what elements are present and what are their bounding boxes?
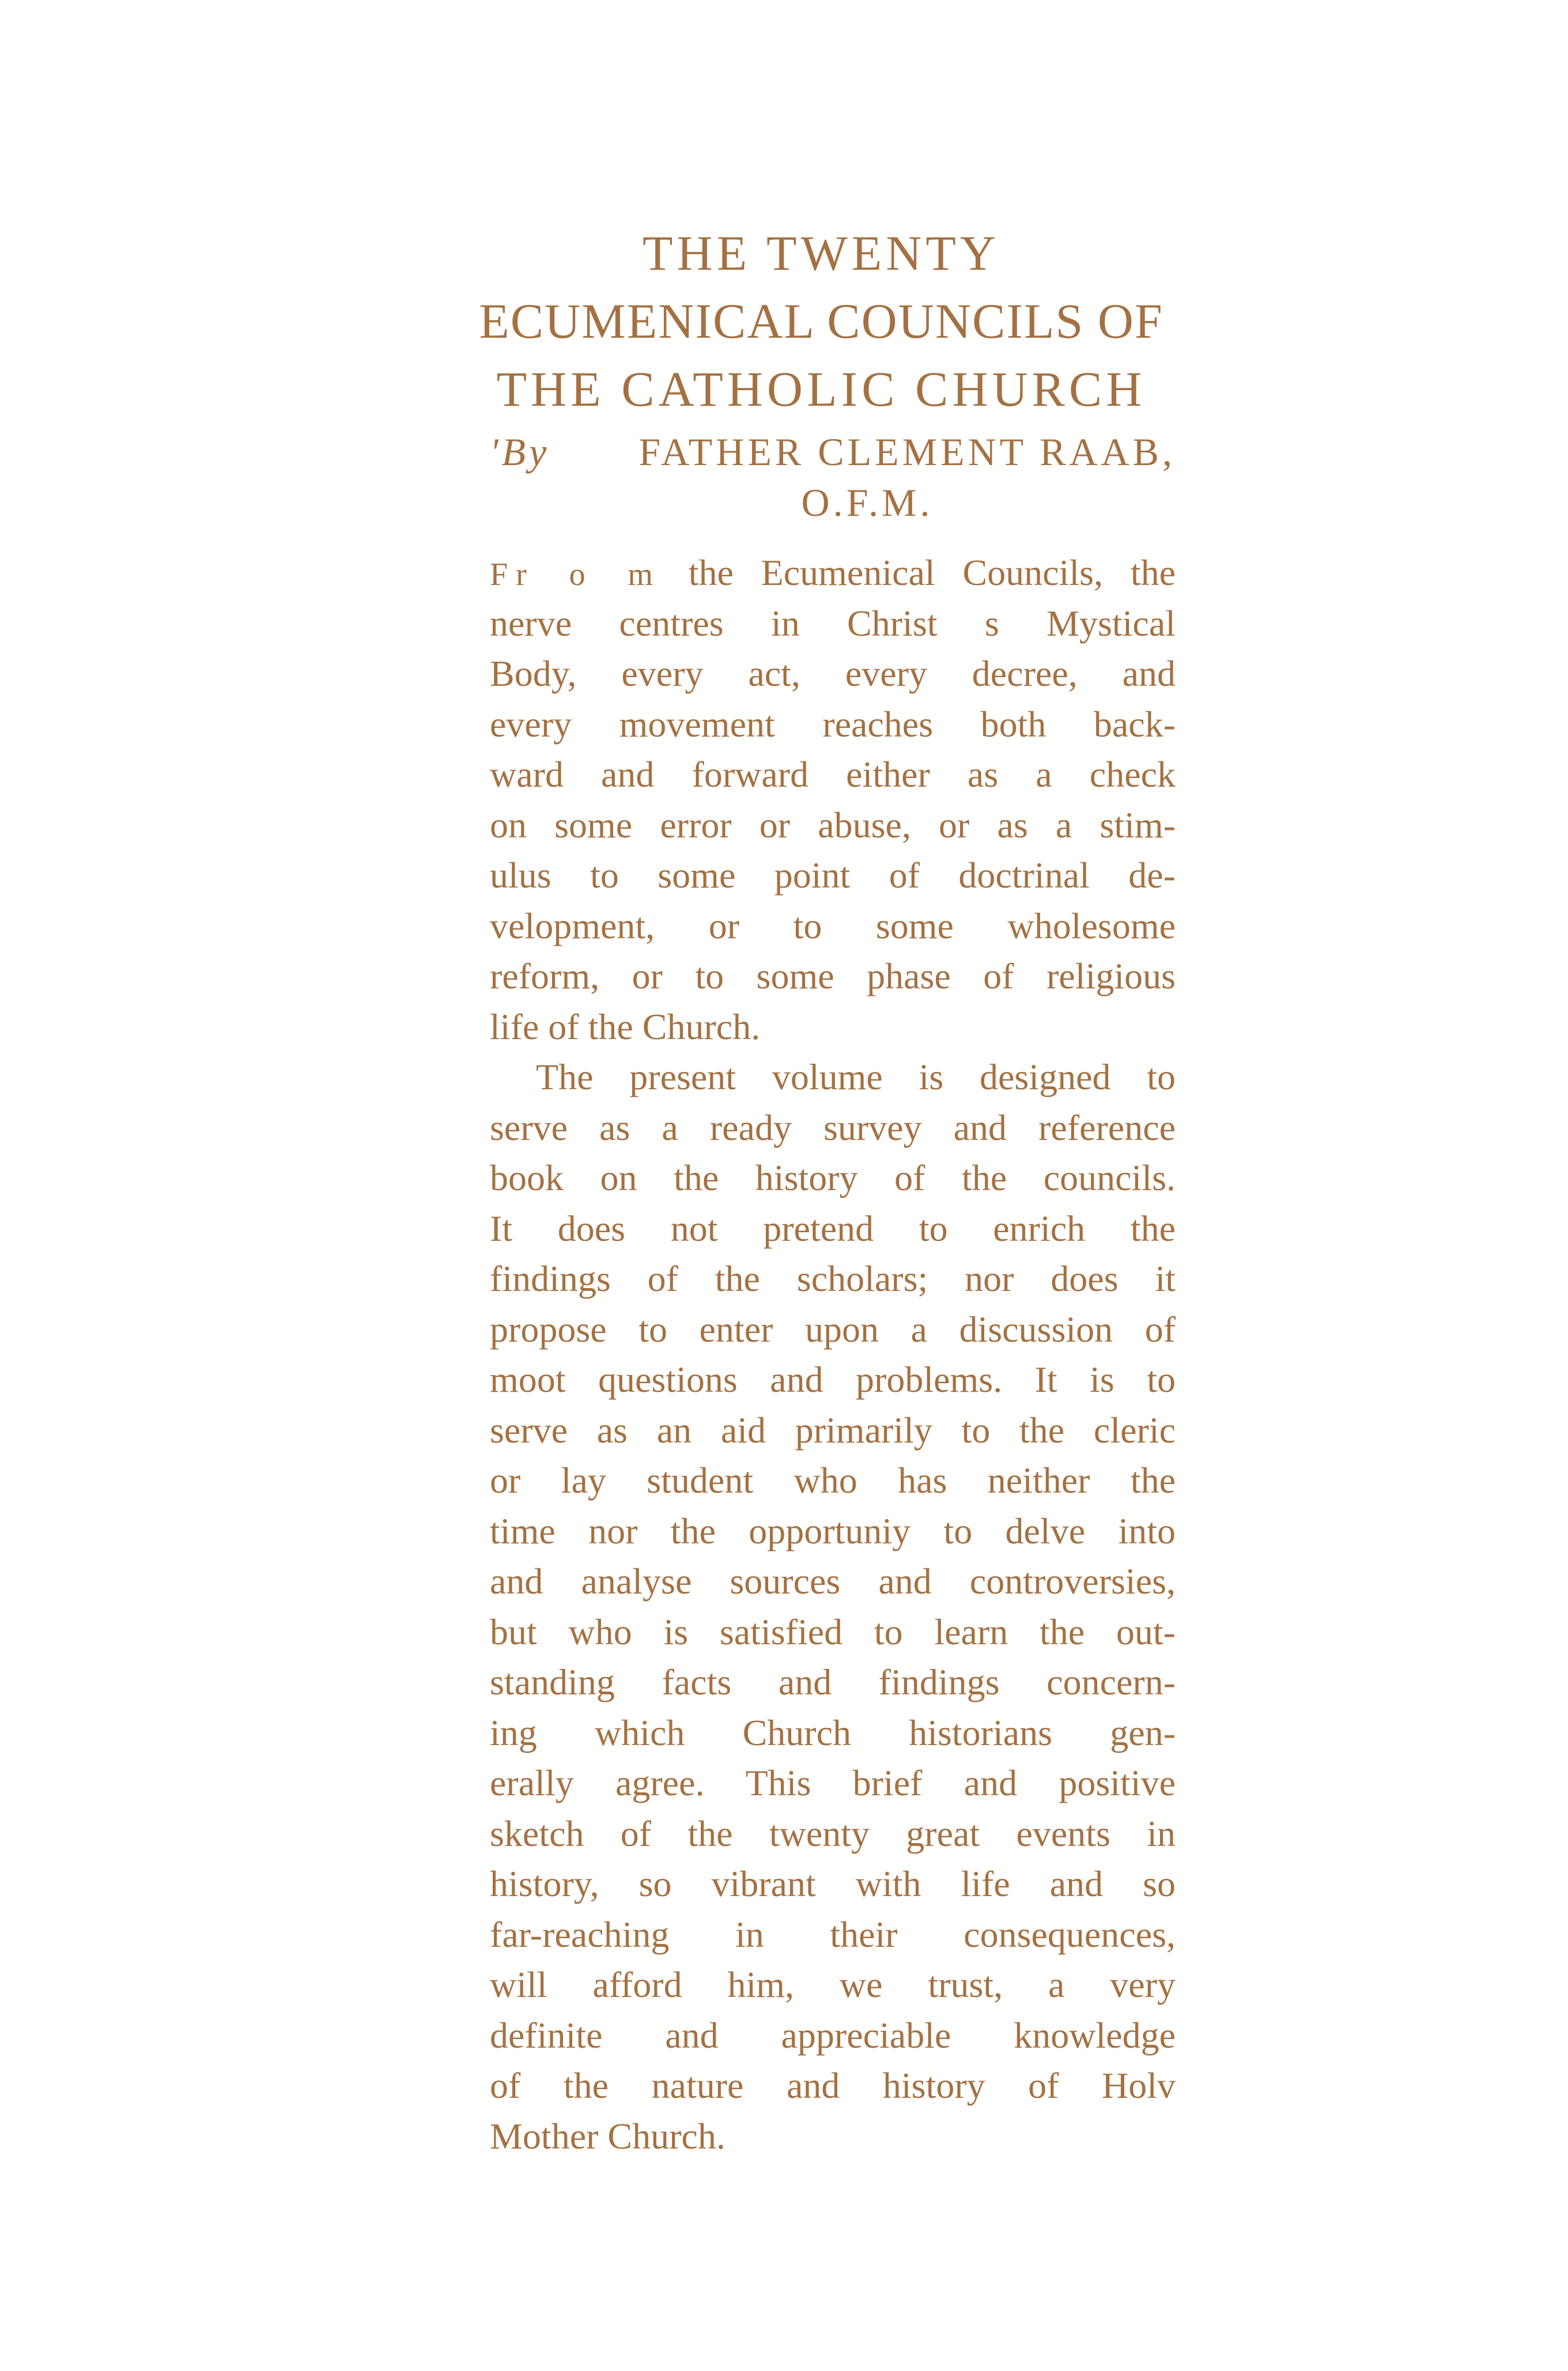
text-line: and analyse sources and controversies, bbox=[490, 1561, 1176, 1602]
text-line: propose to enter upon a discussion of bbox=[490, 1308, 1176, 1350]
text-line: reform, or to some phase of religious bbox=[490, 956, 1176, 996]
text-line: It does not pretend to enrich the bbox=[490, 1207, 1176, 1249]
text-line: of the nature and history of Holv bbox=[490, 2065, 1176, 2106]
text-line: on some error or abuse, or as a stim- bbox=[490, 804, 1176, 845]
text-line: far-reaching in their consequences, bbox=[490, 1913, 1176, 1955]
text-line: definite and appreciable knowledge bbox=[490, 2014, 1176, 2056]
author-name: FATHER CLEMENT RAAB, bbox=[638, 430, 1176, 474]
text-line: sketch of the twenty great events in bbox=[490, 1813, 1176, 1854]
text-line: The present volume is designed to bbox=[536, 1056, 1176, 1097]
text-line: velopment, or to some wholesome bbox=[490, 905, 1176, 946]
byline-row bbox=[490, 426, 1176, 477]
text-line: nerve centres in Christ s Mystical bbox=[490, 602, 1176, 644]
text-line: time nor the opportuniy to delve into bbox=[490, 1510, 1176, 1551]
opening-word: Fr o m bbox=[490, 557, 661, 592]
text-line: findings of the scholars; nor does it bbox=[490, 1258, 1176, 1299]
text-line: standing facts and findings concern- bbox=[490, 1662, 1176, 1702]
text-line: but who is satisfied to learn the out- bbox=[490, 1611, 1176, 1652]
text-line: ing which Church historians gen- bbox=[490, 1712, 1176, 1753]
text-line: history, so vibrant with life and so bbox=[490, 1863, 1176, 1904]
text-line: serve as a ready survey and reference bbox=[490, 1107, 1176, 1148]
text-line: moot questions and problems. It is to bbox=[490, 1359, 1176, 1400]
text-line: will afford him, we trust, a very bbox=[490, 1964, 1176, 2005]
text-line: book on the history of the councils. bbox=[490, 1157, 1176, 1198]
author-byline bbox=[490, 426, 1176, 528]
text-line: Fr o m the Ecumenical Councils, the bbox=[490, 552, 1176, 593]
text-line: Mother Church. bbox=[490, 2115, 726, 2157]
byline-prefix: 'By bbox=[490, 430, 550, 474]
blurb-text bbox=[490, 548, 1176, 2161]
text-line: Body, every act, every decree, and bbox=[490, 653, 1176, 694]
text-line: or lay student who has neither the bbox=[490, 1460, 1176, 1501]
text-line: ward and forward either as a check bbox=[490, 754, 1176, 795]
author-order: O.F.M. bbox=[801, 481, 934, 524]
text-line: every movement reaches both back- bbox=[490, 703, 1176, 745]
title-line-1: THE TWENTY bbox=[642, 225, 1000, 281]
title-line-3: THE CATHOLIC CHURCH bbox=[496, 361, 1146, 417]
text-line: ulus to some point of doctrinal de- bbox=[490, 855, 1176, 896]
text-line: erally agree. This brief and positive bbox=[490, 1762, 1176, 1803]
book-title bbox=[455, 219, 1187, 423]
text-line: life of the Church. bbox=[490, 1006, 761, 1047]
text-line: serve as an aid primarily to the cleric bbox=[490, 1409, 1176, 1451]
title-line-2: ECUMENICAL COUNCILS OF bbox=[479, 293, 1163, 349]
